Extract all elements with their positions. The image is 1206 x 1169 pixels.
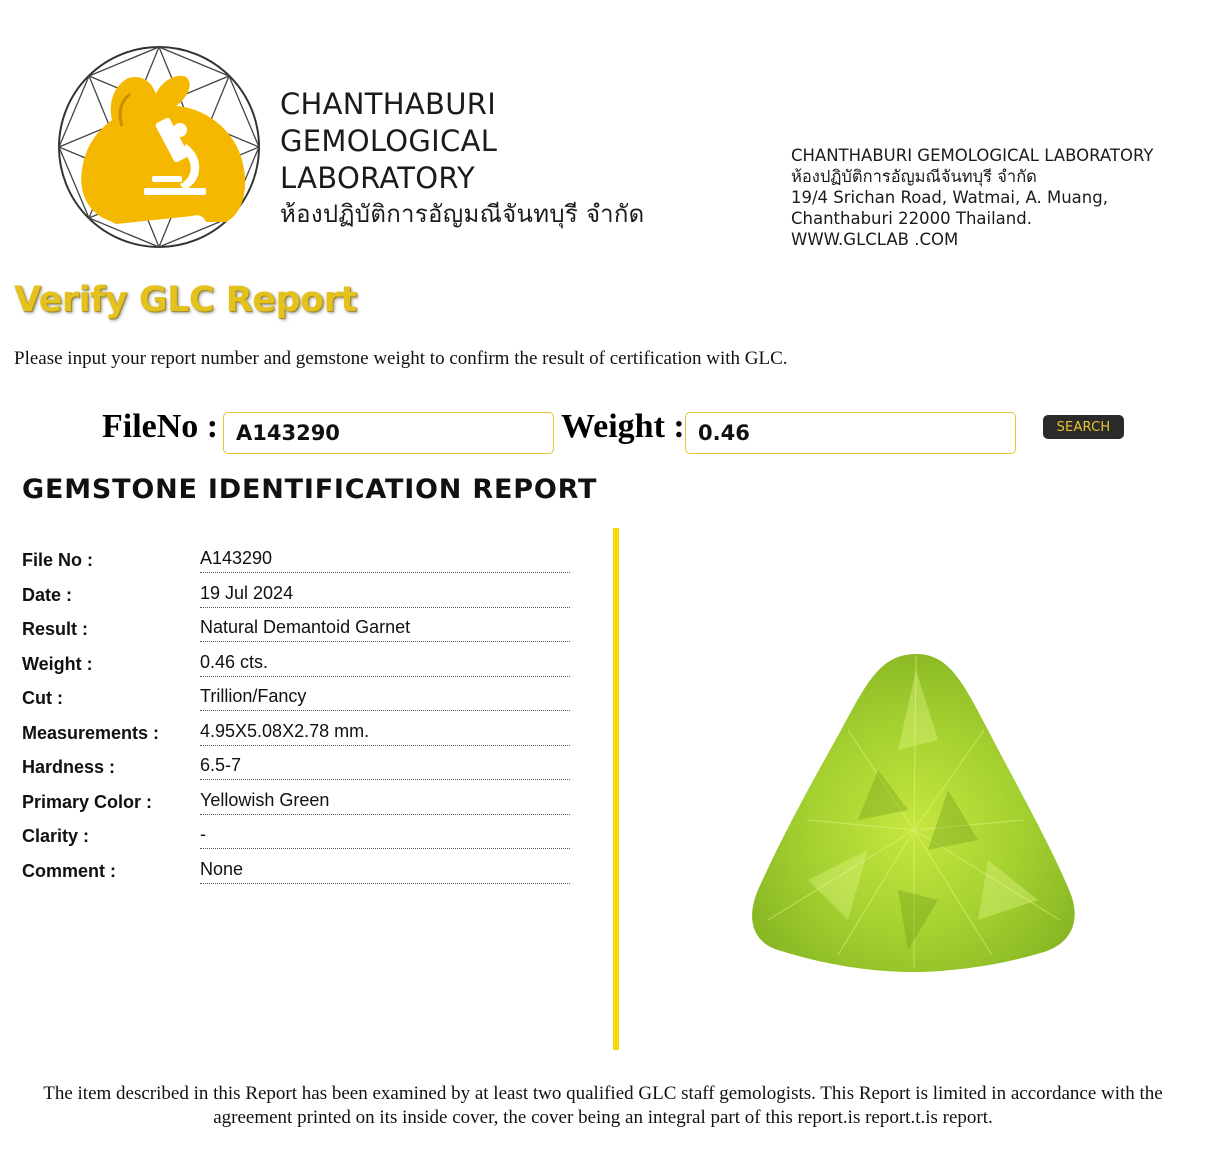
- disclaimer-text: The item described in this Report has been examined by at least two qualified GLC staff gemologists. This Report is limited in accordance with the agreement printed on its inside cover, the cover being an integral part of this report.is report.t.is report.: [43, 1083, 1163, 1128]
- row-value: Trillion/Fancy: [200, 684, 570, 711]
- weight-label: Weight :: [561, 408, 685, 445]
- report-row-result: [22, 613, 570, 643]
- address-line: ห้องปฏิบัติการอัญมณีจันทบุรี จำกัด: [791, 167, 1037, 186]
- report-row-date: [22, 579, 570, 609]
- trillion-gemstone-photo: [748, 650, 1078, 975]
- row-label: Date :: [22, 585, 73, 605]
- address-line: CHANTHABURI GEMOLOGICAL LABORATORY: [791, 146, 1154, 165]
- lab-name: [280, 86, 645, 231]
- fileno-label: FileNo :: [102, 408, 219, 445]
- row-label: Result :: [22, 619, 89, 639]
- row-value: 19 Jul 2024: [200, 581, 570, 608]
- report-row-cut: [22, 682, 570, 712]
- report-row-primary-color: [22, 786, 570, 816]
- row-label: Measurements :: [22, 723, 160, 743]
- row-value: None: [200, 857, 570, 884]
- report-heading: GEMSTONE IDENTIFICATION REPORT: [22, 474, 598, 505]
- report-row-file-no: [22, 544, 570, 574]
- report-row-clarity: [22, 820, 570, 850]
- vertical-divider: [613, 528, 619, 1050]
- row-label: Cut :: [22, 688, 63, 708]
- row-label: Clarity :: [22, 826, 90, 846]
- row-label: Primary Color :: [22, 792, 153, 812]
- row-label: Hardness :: [22, 757, 116, 777]
- report-row-measurements: [22, 717, 570, 747]
- lab-name-line: CHANTHABURI: [280, 87, 497, 121]
- lab-address: [791, 145, 1153, 250]
- row-label: File No :: [22, 550, 93, 570]
- fileno-input[interactable]: [223, 412, 554, 454]
- page-title: Verify GLC Report: [14, 280, 357, 320]
- intro-text: Please input your report number and gemstone weight to confirm the result of certification with GLC.: [14, 348, 788, 369]
- row-value: Natural Demantoid Garnet: [200, 615, 570, 642]
- row-value: 0.46 cts.: [200, 650, 570, 677]
- report-row-weight: [22, 648, 570, 678]
- rabbit-microscope-logo-icon: [56, 44, 262, 250]
- address-line: Chanthaburi 22000 Thailand.: [791, 209, 1032, 228]
- search-button[interactable]: SEARCH: [1043, 415, 1124, 439]
- weight-input[interactable]: [685, 412, 1016, 454]
- row-label: Weight :: [22, 654, 93, 674]
- lab-name-line: GEMOLOGICAL: [280, 124, 498, 158]
- address-website-link[interactable]: WWW.GLCLAB .COM: [791, 230, 959, 249]
- report-row-comment: [22, 855, 570, 885]
- row-value: 4.95X5.08X2.78 mm.: [200, 719, 570, 746]
- row-value: A143290: [200, 546, 570, 573]
- lab-name-thai: ห้องปฏิบัติการอัญมณีจันทบุรี จำกัด: [280, 200, 645, 228]
- lab-name-line: LABORATORY: [280, 161, 475, 195]
- address-line: 19/4 Srichan Road, Watmai, A. Muang,: [791, 188, 1108, 207]
- row-value: 6.5-7: [200, 753, 570, 780]
- row-label: Comment :: [22, 861, 116, 881]
- report-row-hardness: [22, 751, 570, 781]
- row-value: -: [200, 822, 570, 849]
- row-value: Yellowish Green: [200, 788, 570, 815]
